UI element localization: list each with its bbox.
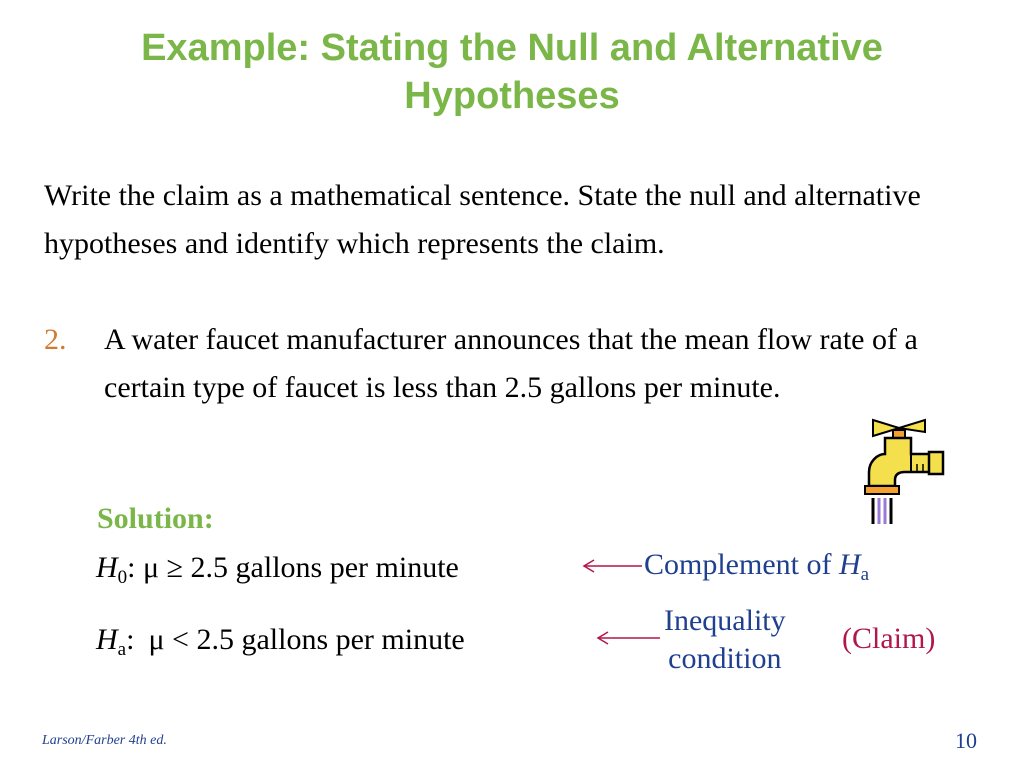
h0-symbol: H bbox=[96, 551, 118, 584]
inequality-annotation bbox=[664, 602, 786, 678]
claim-label: (Claim) bbox=[842, 622, 936, 655]
alternative-hypothesis bbox=[96, 620, 465, 660]
left-arrow-icon bbox=[582, 558, 644, 574]
h0-subscript: 0 bbox=[117, 567, 128, 588]
h0-statement: : μ ≥ 2.5 gallons per minute bbox=[127, 551, 459, 584]
page-number: 10 bbox=[955, 728, 977, 753]
inequality-line-1: Inequality bbox=[664, 604, 786, 637]
item-number: 2. bbox=[44, 323, 67, 356]
item-text: A water faucet manufacturer announces that the mean flow rate of a certain type of faucet is less than 2.5 gallons per minute. bbox=[104, 323, 918, 404]
slide-title bbox=[40, 24, 984, 120]
complement-annotation bbox=[644, 546, 869, 584]
complement-text: Complement of bbox=[644, 548, 839, 581]
footer-source: Larson/Farber 4th ed. bbox=[42, 733, 167, 748]
ha-subscript: a bbox=[117, 639, 127, 660]
ha-colon: : bbox=[126, 623, 135, 656]
water-faucet-icon bbox=[855, 408, 945, 528]
inequality-line-2: condition bbox=[668, 642, 782, 675]
null-hypothesis bbox=[96, 548, 459, 588]
solution-label: Solution: bbox=[97, 502, 214, 535]
complement-subscript: a bbox=[860, 564, 870, 585]
intro-paragraph: Write the claim as a mathematical sentence. State the null and alternative hypotheses and identify which represents the claim. bbox=[44, 179, 921, 260]
title-line-1: Example: Stating the Null and Alternative bbox=[141, 27, 883, 69]
left-arrow-icon bbox=[596, 630, 662, 646]
complement-symbol: H bbox=[838, 548, 861, 581]
title-line-2: Hypotheses bbox=[404, 75, 620, 117]
ha-symbol: H bbox=[96, 623, 118, 656]
ha-statement: μ < 2.5 gallons per minute bbox=[148, 623, 465, 656]
